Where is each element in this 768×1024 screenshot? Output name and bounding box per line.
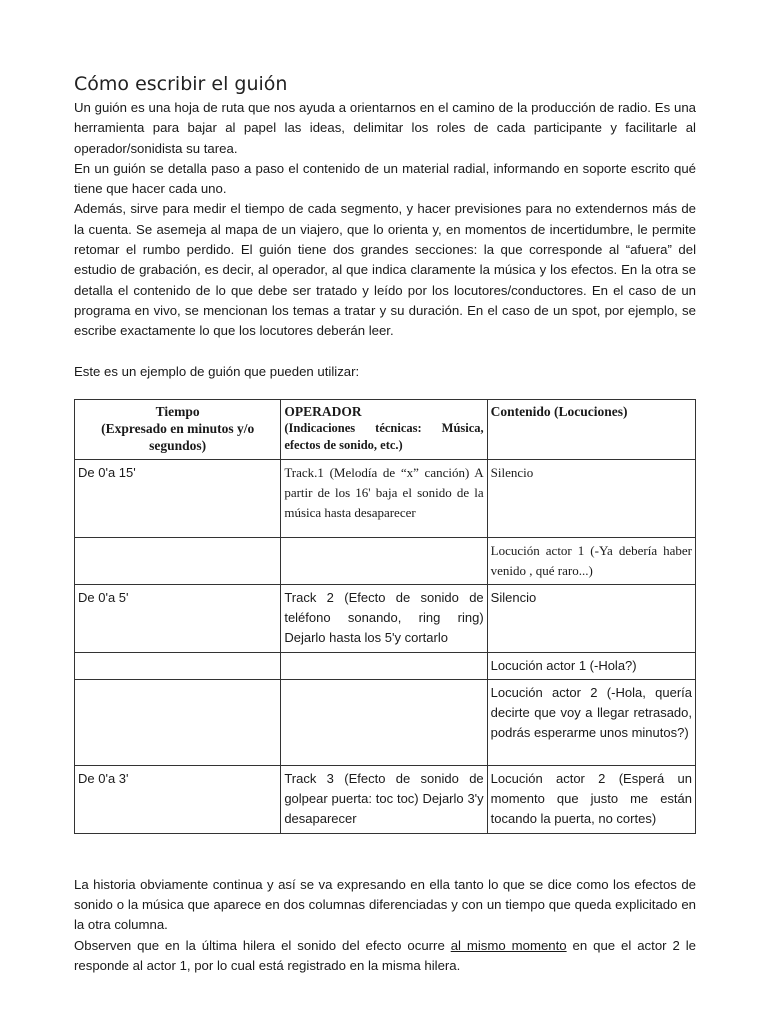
table-row (75, 679, 696, 765)
header-tiempo (75, 399, 281, 459)
example-lead: Este es un ejemplo de guión que pueden utilizar: (74, 363, 360, 379)
cell-operador (281, 679, 487, 765)
cell-contenido: Locución actor 2 (-Hola, quería decirte que voy a llegar retrasado, podrás esperarme unos minutos?) (487, 679, 695, 765)
header-contenido (487, 399, 695, 459)
table-row (75, 459, 696, 537)
cell-operador (281, 652, 487, 679)
cell-tiempo: De 0'a 3' (75, 765, 281, 833)
intro-paragraph-1: Un guión es una hoja de ruta que nos ayuda a orientarnos en el camino de la producción de radio. Es una herramienta para bajar al papel las ideas, delimitar los roles de cada participante y facilitarle al operador/sonidista su tarea. (74, 100, 696, 156)
intro-paragraph-3: Además, sirve para medir el tiempo de cada segmento, y hacer previsiones para no extendernos más de la cuenta. Se asemeja al mapa de un viajero, que lo orienta y, en momentos de incertidumbre, le permite retomar el rumbo perdido. El guión tiene dos grandes secciones: la que corresponde al “afuera” del estudio de grabación, es decir, al operador, al que indica claramente la música y los efectos. En la otra se detalla el contenido de lo que debe ser tratado y leído por los locutores/conductores. En el caso de un programa en vivo, se mencionan los temas a tratar y su duración. En el caso de un spot, por ejemplo, se escribe exactamente lo que los locutores deberán leer. (74, 201, 696, 339)
cell-tiempo (75, 652, 281, 679)
cell-tiempo (75, 679, 281, 765)
table-header-row (75, 399, 696, 459)
header-operador-sub: (Indicaciones técnicas: Música, efectos de sonido, etc.) (284, 420, 484, 452)
table-row (75, 652, 696, 679)
header-contenido-title: Contenido (Locuciones) (490, 403, 628, 419)
cell-operador: Track.1 (Melodía de “x” canción) A partir de los 16' baja el sonido de la música hasta desaparecer (281, 459, 487, 537)
header-tiempo-sub: (Expresado en minutos y/o segundos) (101, 420, 255, 453)
script-table (74, 399, 696, 834)
cell-operador: Track 2 (Efecto de sonido de teléfono sonando, ring ring) Dejarlo hasta los 5'y cortarlo (281, 584, 487, 652)
cell-contenido: Silencio (487, 459, 695, 537)
outro-paragraph-1: La historia obviamente continua y así se va expresando en ella tanto lo que se dice como los efectos de sonido o la música que aparece en dos columnas diferenciadas y con un tiempo que queda explicitado en la otra columna. (74, 876, 696, 933)
table-row (75, 537, 696, 584)
cell-operador: Track 3 (Efecto de sonido de golpear puerta: toc toc) Dejarlo 3'y desaparecer (281, 765, 487, 833)
cell-contenido: Silencio (487, 584, 695, 652)
outro-paragraph-2 (74, 936, 696, 977)
header-operador (281, 399, 487, 459)
cell-contenido: Locución actor 2 (Esperá un momento que justo me están tocando la puerta, no cortes) (487, 765, 695, 833)
outro-text-after: en que el actor 2 le responde al actor 1, por lo cual está registrado en la misma hilera. (74, 937, 696, 974)
cell-operador (281, 537, 487, 584)
page-title: Cómo escribir el guión (74, 73, 288, 95)
table-row (75, 765, 696, 833)
cell-tiempo: De 0'a 15' (75, 459, 281, 537)
header-operador-title: OPERADOR (284, 403, 362, 419)
intro-paragraph-2: En un guión se detalla paso a paso el contenido de un material radial, informando en soporte escrito qué tiene que hacer cada uno. (74, 160, 696, 197)
cell-contenido: Locución actor 1 (-Hola?) (487, 652, 695, 679)
table-row (75, 584, 696, 652)
cell-tiempo: De 0'a 5' (75, 584, 281, 652)
header-tiempo-title: Tiempo (155, 403, 200, 419)
cell-contenido: Locución actor 1 (-Ya debería haber venido , qué raro...) (487, 537, 695, 584)
document-page (74, 72, 696, 976)
cell-tiempo (75, 537, 281, 584)
outro-underlined-phrase: al mismo momento (450, 937, 567, 953)
outro-text-before: Observen que en la última hilera el sonido del efecto ocurre (74, 937, 451, 953)
